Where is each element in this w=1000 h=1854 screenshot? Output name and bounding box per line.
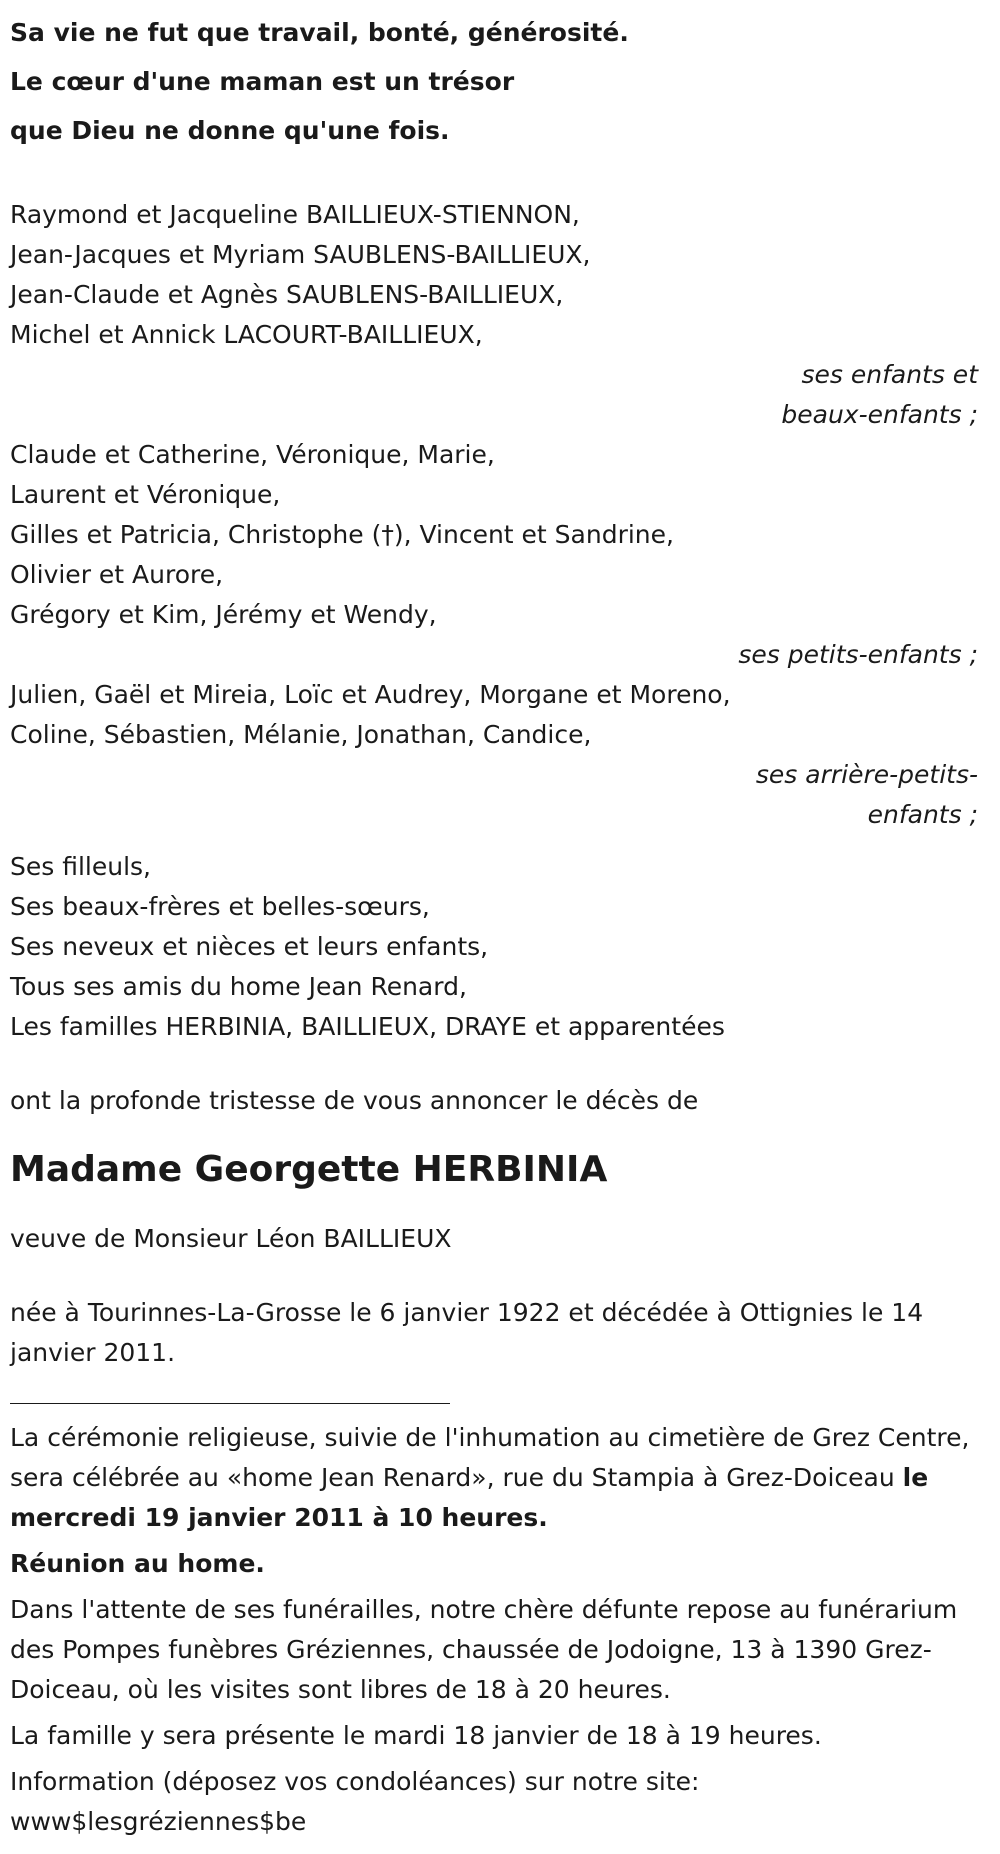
- great-grandchildren-role-line1: ses arrière-petits-: [755, 760, 978, 789]
- poem-line: que Dieu ne donne qu'une fois.: [10, 116, 450, 145]
- grandchildren-line: Laurent et Véronique,: [10, 480, 281, 509]
- grandchildren-line: Grégory et Kim, Jérémy et Wendy,: [10, 600, 437, 629]
- others-line: Tous ses amis du home Jean Renard,: [10, 972, 467, 1001]
- great-grandchildren-section: [10, 675, 988, 835]
- great-grandchildren-role-line2: enfants ;: [867, 800, 978, 829]
- divider-line: [10, 1383, 450, 1404]
- children-role-line1: ses enfants et: [801, 360, 978, 389]
- announcement: ont la profonde tristesse de vous annoncer le décès de: [10, 1086, 699, 1115]
- children-role-line2: beaux-enfants ;: [781, 400, 978, 429]
- funerarium: Dans l'attente de ses funérailles, notre chère défunte repose au funérarium des Pompes funèbres Gréziennes, chaussée de Jodoigne, 13 à 1390 Grez-Doiceau, où les visites sont libres de 18 à 20 heures.: [10, 1595, 958, 1704]
- deceased-name: Madame Georgette HERBINIA: [10, 1149, 608, 1190]
- info-line: Information (déposez vos condoléances) sur notre site:: [10, 1767, 700, 1796]
- others-line: Ses beaux-frères et belles-sœurs,: [10, 892, 430, 921]
- children-section: [10, 195, 988, 435]
- great-grandchildren-line: Julien, Gaël et Mireia, Loïc et Audrey, Morgane et Moreno,: [10, 680, 731, 709]
- poem-line: Sa vie ne fut que travail, bonté, générosité.: [10, 18, 629, 47]
- great-grandchildren-role: [10, 755, 988, 835]
- ceremony-text: La cérémonie religieuse, suivie de l'inhumation au cimetière de Grez Centre, sera célébrée au «home Jean Renard», rue du Stampia à Grez-Doiceau: [10, 1423, 970, 1492]
- widow-of: veuve de Monsieur Léon BAILLIEUX: [10, 1224, 452, 1253]
- children-line: Jean-Jacques et Myriam SAUBLENS-BAILLIEUX,: [10, 240, 591, 269]
- poem-line: Le cœur d'une maman est un trésor: [10, 67, 515, 96]
- poem: [10, 8, 988, 155]
- website: www$lesgréziennes$be: [10, 1807, 307, 1836]
- grandchildren-line: Gilles et Patricia, Christophe (†), Vincent et Sandrine,: [10, 520, 674, 549]
- grandchildren-line: Olivier et Aurore,: [10, 560, 224, 589]
- children-line: Raymond et Jacqueline BAILLIEUX-STIENNON,: [10, 200, 580, 229]
- grandchildren-section: [10, 435, 988, 675]
- others-line: Ses neveux et nièces et leurs enfants,: [10, 932, 489, 961]
- children-role: [10, 355, 988, 435]
- children-line: Michel et Annick LACOURT-BAILLIEUX,: [10, 320, 483, 349]
- others-line: Les familles HERBINIA, BAILLIEUX, DRAYE et apparentées: [10, 1012, 725, 1041]
- grandchildren-line: Claude et Catherine, Véronique, Marie,: [10, 440, 495, 469]
- great-grandchildren-line: Coline, Sébastien, Mélanie, Jonathan, Candice,: [10, 720, 592, 749]
- family-presence: La famille y sera présente le mardi 18 janvier de 18 à 19 heures.: [10, 1721, 822, 1750]
- ceremony: [10, 1418, 988, 1538]
- grandchildren-role: ses petits-enfants ;: [738, 640, 978, 669]
- reunion-text: Réunion au home.: [10, 1549, 265, 1578]
- others-section: [10, 847, 988, 1047]
- ceremony-date: le mercredi 19 janvier 2011 à 10 heures.: [10, 1463, 929, 1532]
- birth-death: née à Tourinnes-La-Grosse le 6 janvier 1922 et décédée à Ottignies le 14 janvier 2011.: [10, 1298, 924, 1367]
- others-line: Ses filleuls,: [10, 852, 152, 881]
- reunion: [10, 1544, 988, 1584]
- children-line: Jean-Claude et Agnès SAUBLENS-BAILLIEUX,: [10, 280, 564, 309]
